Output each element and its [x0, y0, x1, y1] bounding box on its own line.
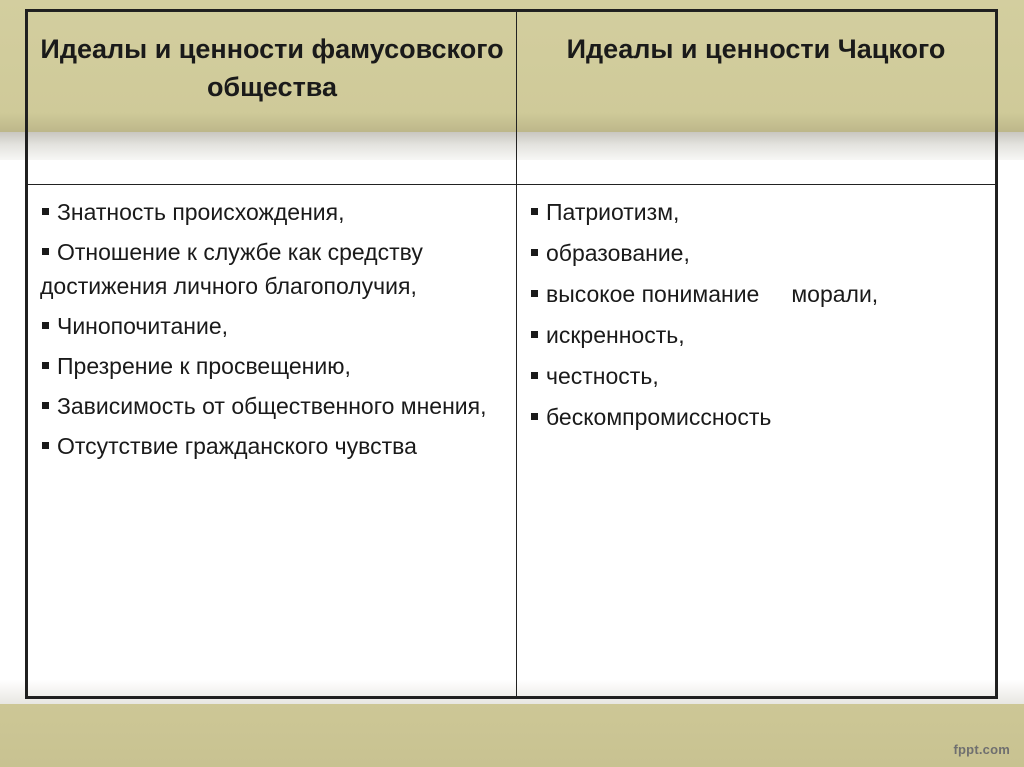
- square-bullet-icon: [531, 290, 538, 297]
- comparison-table: [25, 9, 998, 699]
- table-body-row: [28, 185, 996, 697]
- square-bullet-icon: [42, 248, 49, 255]
- watermark: fppt.com: [953, 742, 1010, 757]
- square-bullet-icon: [42, 208, 49, 215]
- list-item: Презрение к просвещению,: [40, 349, 506, 383]
- square-bullet-icon: [531, 372, 538, 379]
- square-bullet-icon: [42, 322, 49, 329]
- table-header-row: [28, 12, 996, 185]
- list-item: Чинопочитание,: [40, 309, 506, 343]
- square-bullet-icon: [531, 208, 538, 215]
- list-item: высокое понимание морали,: [529, 277, 985, 311]
- famusov-values-cell: [28, 185, 517, 697]
- list-item: бескомпромиссность: [529, 400, 985, 434]
- list-item: образование,: [529, 236, 985, 270]
- square-bullet-icon: [531, 331, 538, 338]
- list-item: Отсутствие гражданского чувства: [40, 429, 506, 463]
- list-item: Патриотизм,: [529, 195, 985, 229]
- header-famusov: Идеалы и ценности фамусовского общества: [28, 12, 517, 185]
- chatsky-values-cell: [517, 185, 996, 697]
- square-bullet-icon: [42, 442, 49, 449]
- list-item: искренность,: [529, 318, 985, 352]
- famusov-values-list: [40, 195, 506, 463]
- list-item: Отношение к службе как средству достижения личного благополучия,: [40, 239, 423, 299]
- list-item: Знатность происхождения,: [40, 195, 506, 229]
- square-bullet-icon: [42, 362, 49, 369]
- list-item: Зависимость от общественного мнения,: [40, 389, 506, 423]
- square-bullet-icon: [42, 402, 49, 409]
- list-item: честность,: [529, 359, 985, 393]
- square-bullet-icon: [531, 413, 538, 420]
- header-chatsky: Идеалы и ценности Чацкого: [517, 12, 996, 185]
- square-bullet-icon: [531, 249, 538, 256]
- chatsky-values-list: [529, 195, 985, 434]
- footer-band: [0, 704, 1024, 767]
